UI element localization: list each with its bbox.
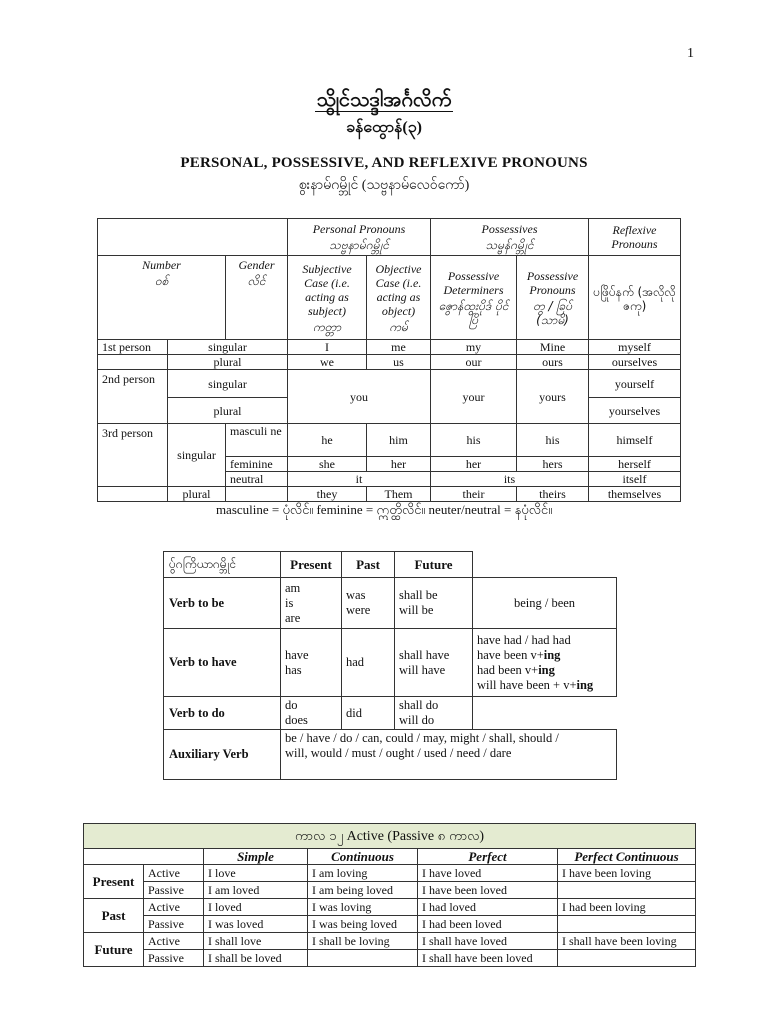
cell: I love: [204, 865, 308, 882]
header-perfect-continuous: Perfect Continuous: [558, 849, 696, 865]
cell: I shall be loving: [308, 933, 418, 950]
cell: did: [342, 697, 395, 730]
table-row: [164, 629, 617, 697]
cell: I was loving: [308, 899, 418, 916]
verb-label: Auxiliary Verb: [164, 730, 281, 780]
cell-blank: [98, 355, 168, 370]
cell: shall do will do: [395, 697, 473, 730]
page-number: 1: [687, 46, 694, 61]
cell: [558, 916, 696, 933]
cell: had: [342, 629, 395, 697]
number-label: plural: [168, 487, 226, 502]
voice-label: Passive: [144, 950, 204, 967]
voice-label: Passive: [144, 882, 204, 899]
header-possessive-determiners: Possessive Determiners ဇွောန်ထွးပိုဒ် ပိုင်ပြိ: [431, 256, 517, 340]
table-row: [84, 950, 696, 967]
tense-label: Past: [84, 899, 144, 933]
cell: you: [288, 370, 431, 424]
section-heading: PERSONAL, POSSESSIVE, AND REFLEXIVE PRONOUNS: [180, 155, 588, 171]
cell: I shall have been loving: [558, 933, 696, 950]
document-title: သွိုင်သဒ္ဒါအင်္ဂလိက်: [316, 89, 452, 111]
cell: theirs: [517, 487, 589, 502]
header-blank: [98, 219, 288, 256]
cell: us: [367, 355, 431, 370]
cell: be / have / do / can, could / may, might / shall, should / will, would / must / ought / used / need / dare: [281, 730, 617, 780]
verb-header-burmese: ပွ်ဂကြိယာဂမ္ဘိုင်: [164, 552, 281, 578]
cell: he: [288, 424, 367, 457]
header-personal-pronouns: Personal Pronouns သဗ္ဗနာမ်ဂမ္ဘိုင်: [288, 219, 431, 256]
cell: [558, 950, 696, 967]
cell: himself: [589, 424, 681, 457]
cell: am is are: [281, 578, 342, 629]
cell: [308, 950, 418, 967]
cell: our: [431, 355, 517, 370]
cell: yourselves: [589, 398, 681, 424]
cell: I had been loved: [418, 916, 558, 933]
tense-label: Future: [84, 933, 144, 967]
cell: Them: [367, 487, 431, 502]
table-row: [98, 424, 681, 457]
cell: I had been loving: [558, 899, 696, 916]
cell: have has: [281, 629, 342, 697]
cell: was were: [342, 578, 395, 629]
header-number: Number ဝစ်: [98, 256, 226, 340]
tense-label: Present: [84, 865, 144, 899]
verb-label: Verb to be: [164, 578, 281, 629]
number-label: singular: [168, 370, 288, 398]
cell: I shall be loved: [204, 950, 308, 967]
cell: [558, 882, 696, 899]
cell: they: [288, 487, 367, 502]
gender-label: feminine: [226, 457, 288, 472]
header-continuous: Continuous: [308, 849, 418, 865]
tense-header: ကာလ ၁၂ Active (Passive ၈ ကာလ): [84, 824, 696, 849]
verb-label: Verb to do: [164, 697, 281, 730]
number-label: singular: [168, 340, 288, 355]
table-row: [98, 370, 681, 398]
table-row: [164, 578, 617, 629]
table-row: [84, 882, 696, 899]
cell: I am loving: [308, 865, 418, 882]
cell: I had loved: [418, 899, 558, 916]
table-row: [98, 355, 681, 370]
cell: ours: [517, 355, 589, 370]
cell: themselves: [589, 487, 681, 502]
cell: itself: [589, 472, 681, 487]
cell: do does: [281, 697, 342, 730]
cell: its: [431, 472, 589, 487]
header-possessives: Possessives သမ္ဗန်ဂမ္ဘိုင်: [431, 219, 589, 256]
verb-table: [163, 551, 617, 780]
table-row: [164, 697, 617, 730]
cell: me: [367, 340, 431, 355]
header-subjective: Subjective Case (i.e. acting as subject) ကတ္တာ: [288, 256, 367, 340]
cell-blank: [226, 487, 288, 502]
cell: your: [431, 370, 517, 424]
voice-label: Active: [144, 865, 204, 882]
number-label: plural: [168, 355, 288, 370]
person-label: 3rd person: [98, 424, 168, 487]
cell: her: [431, 457, 517, 472]
cell: I have loved: [418, 865, 558, 882]
cell: Mine: [517, 340, 589, 355]
cell: their: [431, 487, 517, 502]
person-label: 2nd person: [98, 370, 168, 424]
voice-label: Passive: [144, 916, 204, 933]
cell: it: [288, 472, 431, 487]
cell: ourselves: [589, 355, 681, 370]
cell: him: [367, 424, 431, 457]
cell: I loved: [204, 899, 308, 916]
number-label: singular: [168, 424, 226, 487]
section-heading-burmese: စွးနာမ်ဂမ္ဘိုင် (သဗ္ဗနာမ်လေဝ်ကော်): [298, 178, 470, 193]
header-future: Future: [395, 552, 473, 578]
cell: herself: [589, 457, 681, 472]
header-reflexive: Reflexive Pronouns: [589, 219, 681, 256]
header-perfect: Perfect: [418, 849, 558, 865]
table-row: [84, 899, 696, 916]
cell: shall have will have: [395, 629, 473, 697]
table-row: [84, 865, 696, 882]
cell: yourself: [589, 370, 681, 398]
cell: I shall have been loved: [418, 950, 558, 967]
cell-blank: [84, 849, 204, 865]
cell: yours: [517, 370, 589, 424]
cell: I am loved: [204, 882, 308, 899]
gender-label: neutral: [226, 472, 288, 487]
header-gender: Gender လိင်: [226, 256, 288, 340]
header-possessive-pronouns: Possessive Pronouns တွ / ခြပ် (သာမိ): [517, 256, 589, 340]
cell: her: [367, 457, 431, 472]
table-row: [98, 340, 681, 355]
cell: have had / had had have been v+ing had been v+ing will have been + v+ing: [473, 629, 617, 697]
table-row: [84, 933, 696, 950]
header-past: Past: [342, 552, 395, 578]
header-reflexive-burmese: ပဖြိုပ်နက် (အလိုလိုဇကု): [589, 256, 681, 340]
cell: his: [517, 424, 589, 457]
pronoun-table: [97, 218, 681, 502]
cell: I was being loved: [308, 916, 418, 933]
cell: my: [431, 340, 517, 355]
cell: I have been loving: [558, 865, 696, 882]
cell: I shall love: [204, 933, 308, 950]
header-objective: Objective Case (i.e. acting as object) ကမ်: [367, 256, 431, 340]
number-label: plural: [168, 398, 288, 424]
cell-blank: [473, 552, 617, 578]
voice-label: Active: [144, 899, 204, 916]
cell: I am being loved: [308, 882, 418, 899]
cell-blank: [98, 487, 168, 502]
cell: I shall have loved: [418, 933, 558, 950]
gender-label: masculi ne: [226, 424, 288, 457]
cell: hers: [517, 457, 589, 472]
cell: I have been loved: [418, 882, 558, 899]
tense-table: [83, 823, 696, 967]
cell: myself: [589, 340, 681, 355]
voice-label: Active: [144, 933, 204, 950]
table-row: [98, 487, 681, 502]
header-simple: Simple: [204, 849, 308, 865]
gender-note: masculine = ပုံလိင်။ feminine = ဣတ္ထိလိင်။ neuter/neutral = နပုံလိင်။: [215, 502, 553, 517]
person-label: 1st person: [98, 340, 168, 355]
cell: I: [288, 340, 367, 355]
verb-label: Verb to have: [164, 629, 281, 697]
cell: we: [288, 355, 367, 370]
cell: she: [288, 457, 367, 472]
document-subtitle: ခန်ထွောန်(၃): [346, 119, 422, 136]
header-present: Present: [281, 552, 342, 578]
cell: being / been: [473, 578, 617, 629]
cell: shall be will be: [395, 578, 473, 629]
table-row: [164, 730, 617, 780]
cell: his: [431, 424, 517, 457]
table-row: [84, 916, 696, 933]
cell-blank: [473, 697, 617, 730]
cell: I was loved: [204, 916, 308, 933]
